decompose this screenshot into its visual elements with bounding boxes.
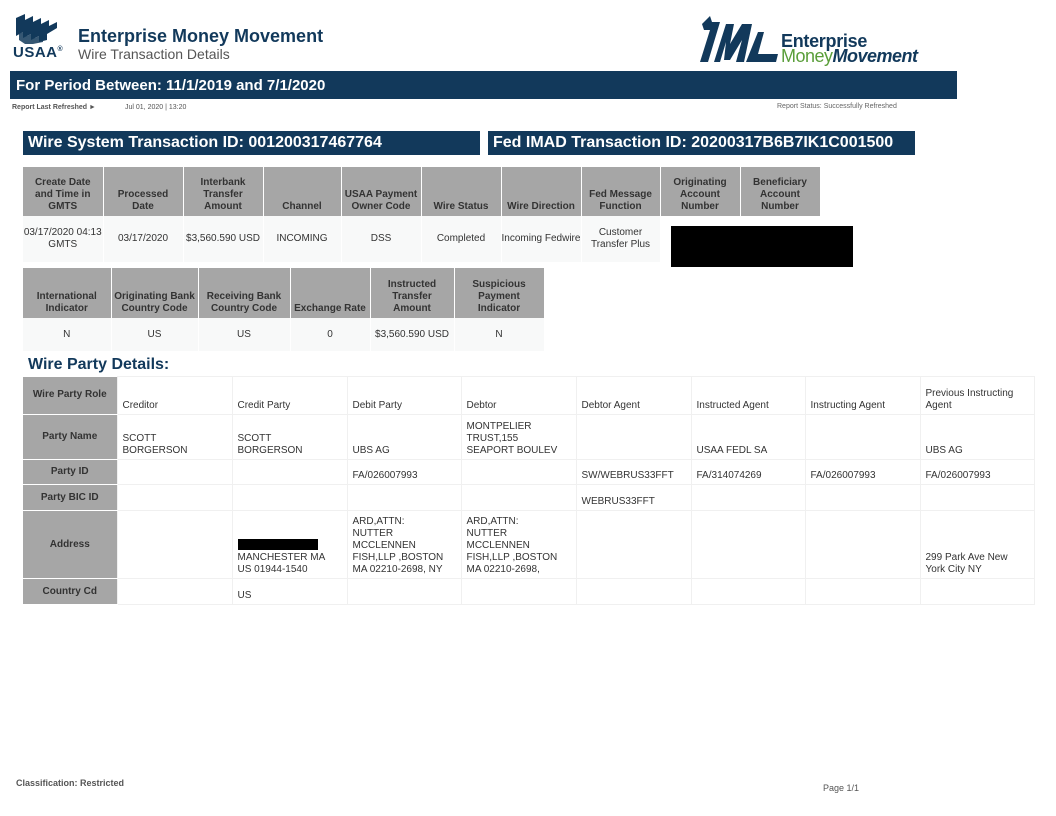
column-header: Exchange Rate xyxy=(290,268,370,318)
row-header: Wire Party Role xyxy=(23,377,117,415)
column-header: Originating Account Number xyxy=(660,167,740,216)
table-cell xyxy=(920,485,1034,511)
column-header: USAA Payment Owner Code xyxy=(341,167,421,216)
table-cell: 03/17/2020 xyxy=(103,216,183,262)
party-row-id xyxy=(23,460,1034,485)
table-cell xyxy=(805,485,920,511)
table-cell xyxy=(576,579,691,605)
table-cell xyxy=(117,511,232,579)
international-table xyxy=(23,268,545,351)
table-cell xyxy=(461,460,576,485)
party-details-heading: Wire Party Details: xyxy=(28,356,170,373)
emm-logo-line2: MoneyMovement xyxy=(781,46,918,66)
table-cell: SCOTT BORGERSON xyxy=(232,415,347,460)
column-header: Credit Party xyxy=(232,377,347,415)
table-cell: UBS AG xyxy=(920,415,1034,460)
column-header: Creditor xyxy=(117,377,232,415)
period-banner: For Period Between: 11/1/2019 and 7/1/2020 xyxy=(10,71,957,99)
table-row xyxy=(23,318,544,351)
table-cell xyxy=(232,485,347,511)
page-number: Page 1/1 xyxy=(823,783,860,793)
usaa-logo-text: USAA® xyxy=(13,44,64,61)
table-cell: Customer Transfer Plus xyxy=(581,216,660,262)
account-redaction xyxy=(671,226,853,267)
column-header: Channel xyxy=(263,167,341,216)
table-cell: INCOMING xyxy=(263,216,341,262)
table-cell: ARD,ATTN: NUTTER MCCLENNEN FISH,LLP ,BOSTON MA 02210-2698, xyxy=(461,511,576,579)
column-header: Wire Direction xyxy=(501,167,581,216)
table-cell xyxy=(117,579,232,605)
column-header: Wire Status xyxy=(421,167,501,216)
table-cell xyxy=(805,511,920,579)
column-header: International Indicator xyxy=(23,268,111,318)
column-header: Processed Date xyxy=(103,167,183,216)
table-cell: US xyxy=(111,318,198,351)
table-cell: 299 Park Ave New York City NY xyxy=(920,511,1034,579)
table-cell xyxy=(347,579,461,605)
table-cell xyxy=(691,579,805,605)
fed-imad-id-bar: Fed IMAD Transaction ID: 20200317B6B7IK1C001500 xyxy=(488,131,915,155)
report-status: Report Status: Successfully Refreshed xyxy=(777,103,897,110)
column-header: Receiving Bank Country Code xyxy=(198,268,290,318)
table-cell: FA/314074269 xyxy=(691,460,805,485)
party-row-bic xyxy=(23,485,1034,511)
table-cell xyxy=(347,485,461,511)
column-header: Instructing Agent xyxy=(805,377,920,415)
wire-system-id-bar: Wire System Transaction ID: 001200317467764 xyxy=(23,131,480,155)
row-header: Party ID xyxy=(23,460,117,485)
classification-label: Classification: Restricted xyxy=(16,778,125,788)
app-subtitle: Wire Transaction Details xyxy=(78,46,230,62)
table-cell: 03/17/2020 04:13 GMTS xyxy=(23,216,103,262)
table-cell xyxy=(805,579,920,605)
party-row-name xyxy=(23,415,1034,460)
party-header-row xyxy=(23,377,1034,415)
table-cell: FA/026007993 xyxy=(920,460,1034,485)
row-header: Party Name xyxy=(23,415,117,460)
table-cell: ARD,ATTN: NUTTER MCCLENNEN FISH,LLP ,BOSTON MA 02210-2698, NY xyxy=(347,511,461,579)
table-cell: N xyxy=(454,318,544,351)
table-cell: US xyxy=(232,579,347,605)
table-cell xyxy=(232,460,347,485)
column-header: Suspicious Payment Indicator xyxy=(454,268,544,318)
table-cell: Completed xyxy=(421,216,501,262)
column-header: Originating Bank Country Code xyxy=(111,268,198,318)
table-cell xyxy=(691,511,805,579)
table-cell: US xyxy=(198,318,290,351)
table-cell: WEBRUS33FFT xyxy=(576,485,691,511)
column-header: Previous Instructing Agent xyxy=(920,377,1034,415)
column-header: Debtor Agent xyxy=(576,377,691,415)
row-header: Country Cd xyxy=(23,579,117,605)
party-row-country xyxy=(23,579,1034,605)
table-cell: $3,560.590 USD xyxy=(183,216,263,262)
refresh-timestamp: Jul 01, 2020 | 13:20 xyxy=(125,104,187,111)
column-header: Instructed Transfer Amount xyxy=(370,268,454,318)
table-header-row xyxy=(23,167,820,216)
table-cell: FA/026007993 xyxy=(347,460,461,485)
table-header-row xyxy=(23,268,544,318)
table-cell xyxy=(576,415,691,460)
table-cell: UBS AG xyxy=(347,415,461,460)
table-cell: MANCHESTER MA US 01944-1540 xyxy=(232,511,347,579)
column-header: Fed Message Function xyxy=(581,167,660,216)
column-header: Beneficiary Account Number xyxy=(740,167,820,216)
app-title: Enterprise Money Movement xyxy=(78,26,324,46)
table-cell: SW/WEBRUS33FFT xyxy=(576,460,691,485)
table-cell: FA/026007993 xyxy=(805,460,920,485)
table-cell xyxy=(920,579,1034,605)
table-cell: DSS xyxy=(341,216,421,262)
column-header: Debtor xyxy=(461,377,576,415)
row-header: Address xyxy=(23,511,117,579)
table-cell: SCOTT BORGERSON xyxy=(117,415,232,460)
table-cell xyxy=(117,485,232,511)
table-cell: Incoming Fedwire xyxy=(501,216,581,262)
address-redaction xyxy=(238,539,318,550)
refresh-label: Report Last Refreshed ► xyxy=(12,104,96,111)
table-cell: MONTPELIER TRUST,155 SEAPORT BOULEV xyxy=(461,415,576,460)
table-cell: USAA FEDL SA xyxy=(691,415,805,460)
table-cell: 0 xyxy=(290,318,370,351)
column-header: Debit Party xyxy=(347,377,461,415)
table-cell xyxy=(691,485,805,511)
party-row-address xyxy=(23,511,1034,579)
table-cell: $3,560.590 USD xyxy=(370,318,454,351)
table-cell xyxy=(461,485,576,511)
row-header: Party BIC ID xyxy=(23,485,117,511)
table-cell: N xyxy=(23,318,111,351)
party-table xyxy=(23,376,1035,605)
table-cell xyxy=(805,415,920,460)
table-cell xyxy=(461,579,576,605)
column-header: Create Date and Time in GMTS xyxy=(23,167,103,216)
emm-logo-line1: Enterprise xyxy=(781,31,868,51)
table-cell xyxy=(117,460,232,485)
table-cell xyxy=(576,511,691,579)
column-header: Interbank Transfer Amount xyxy=(183,167,263,216)
column-header: Instructed Agent xyxy=(691,377,805,415)
